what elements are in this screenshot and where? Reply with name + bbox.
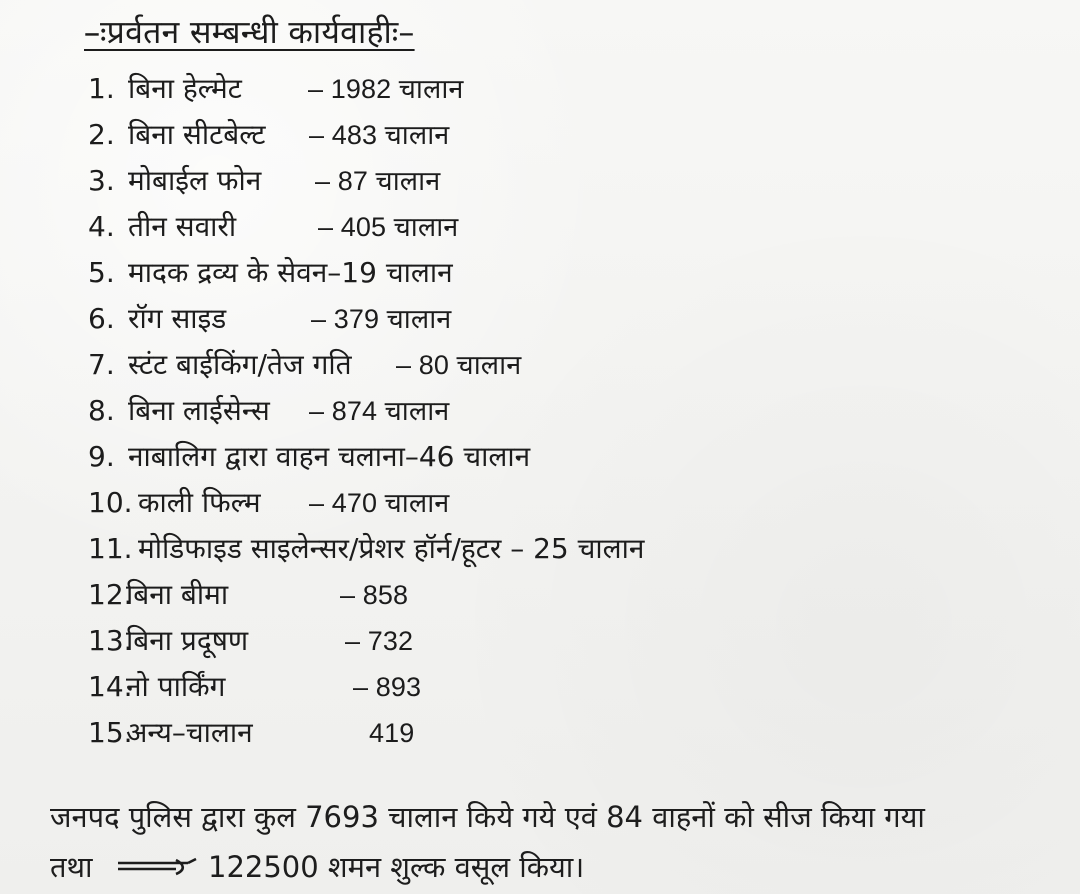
item-value: – 858 [340,580,409,610]
item-label: स्टंट बाईकिंग/तेज गति [128,348,352,381]
rupee-symbol-icon [116,854,198,880]
item-number: 12. [88,578,133,611]
item-label: अन्य–चालान [126,716,253,749]
item-label: बिना बीमा [126,578,229,611]
item-number: 8. [88,394,115,427]
item-value: – 470 चालान [309,488,450,518]
item-label: मादक द्रव्य के सेवन–19 चालान [128,256,453,289]
list-item [88,112,988,158]
item-label: रॉग साइड [128,302,227,335]
page-title: –ःप्रर्वतन सम्बन्धी कार्यवाहीः– [84,13,415,51]
list-item [88,572,988,618]
item-value: – 379 चालान [311,304,452,334]
list-item [88,204,988,250]
item-value: – 80 चालान [396,350,522,380]
item-label: बिना लाईसेन्स [128,394,270,427]
list-item [88,158,988,204]
item-number: 11. [88,532,133,565]
summary-paragraph [50,792,1030,892]
item-number: 14. [88,670,133,703]
list-item [88,66,988,112]
challan-list [88,66,988,756]
item-value: 419 [369,718,415,748]
item-label: तीन सवारी [128,210,237,243]
item-number: 6. [88,302,115,335]
list-item [88,710,988,756]
item-label: बिना हेल्मेट [128,72,242,105]
list-item [88,618,988,664]
item-number: 2. [88,118,115,151]
list-item [88,664,988,710]
summary-amount: 122500 शमन शुल्क वसूल किया। [208,850,585,884]
item-number: 4. [88,210,115,243]
item-label: मोबाईल फोन [128,164,262,197]
item-value: – 1982 चालान [308,74,464,104]
item-number: 5. [88,256,115,289]
item-value: – 483 चालान [309,120,450,150]
summary-prefix: तथा [50,850,93,884]
item-value: – 893 [353,672,422,702]
item-value: – 87 चालान [315,166,441,196]
list-item [88,526,988,572]
item-number: 3. [88,164,115,197]
item-number: 13. [88,624,133,657]
summary-line-2 [50,842,1030,892]
item-number: 7. [88,348,115,381]
item-label: बिना प्रदूषण [126,624,249,657]
list-item [88,342,988,388]
item-number: 10. [88,486,133,519]
item-label: नाबालिग द्वारा वाहन चलाना–46 चालान [128,440,531,473]
item-value: – 732 [345,626,414,656]
summary-line-1: जनपद पुलिस द्वारा कुल 7693 चालान किये गये एवं 84 वाहनों को सीज किया गया [50,800,925,834]
item-label: काली फिल्म [138,486,261,519]
list-item [88,388,988,434]
item-number: 1. [88,72,115,105]
list-item [88,296,988,342]
item-value: – 405 चालान [318,212,459,242]
list-item [88,480,988,526]
item-number: 9. [88,440,115,473]
list-item [88,250,988,296]
item-label: बिना सीटबेल्ट [128,118,266,151]
item-value: – 874 चालान [309,396,450,426]
list-item [88,434,988,480]
item-label: नो पार्किंग [126,670,226,703]
item-label: मोडिफाइड साइलेन्सर/प्रेशर हॉर्न/हूटर – 25 चालान [138,532,645,565]
item-number: 15. [88,716,133,749]
